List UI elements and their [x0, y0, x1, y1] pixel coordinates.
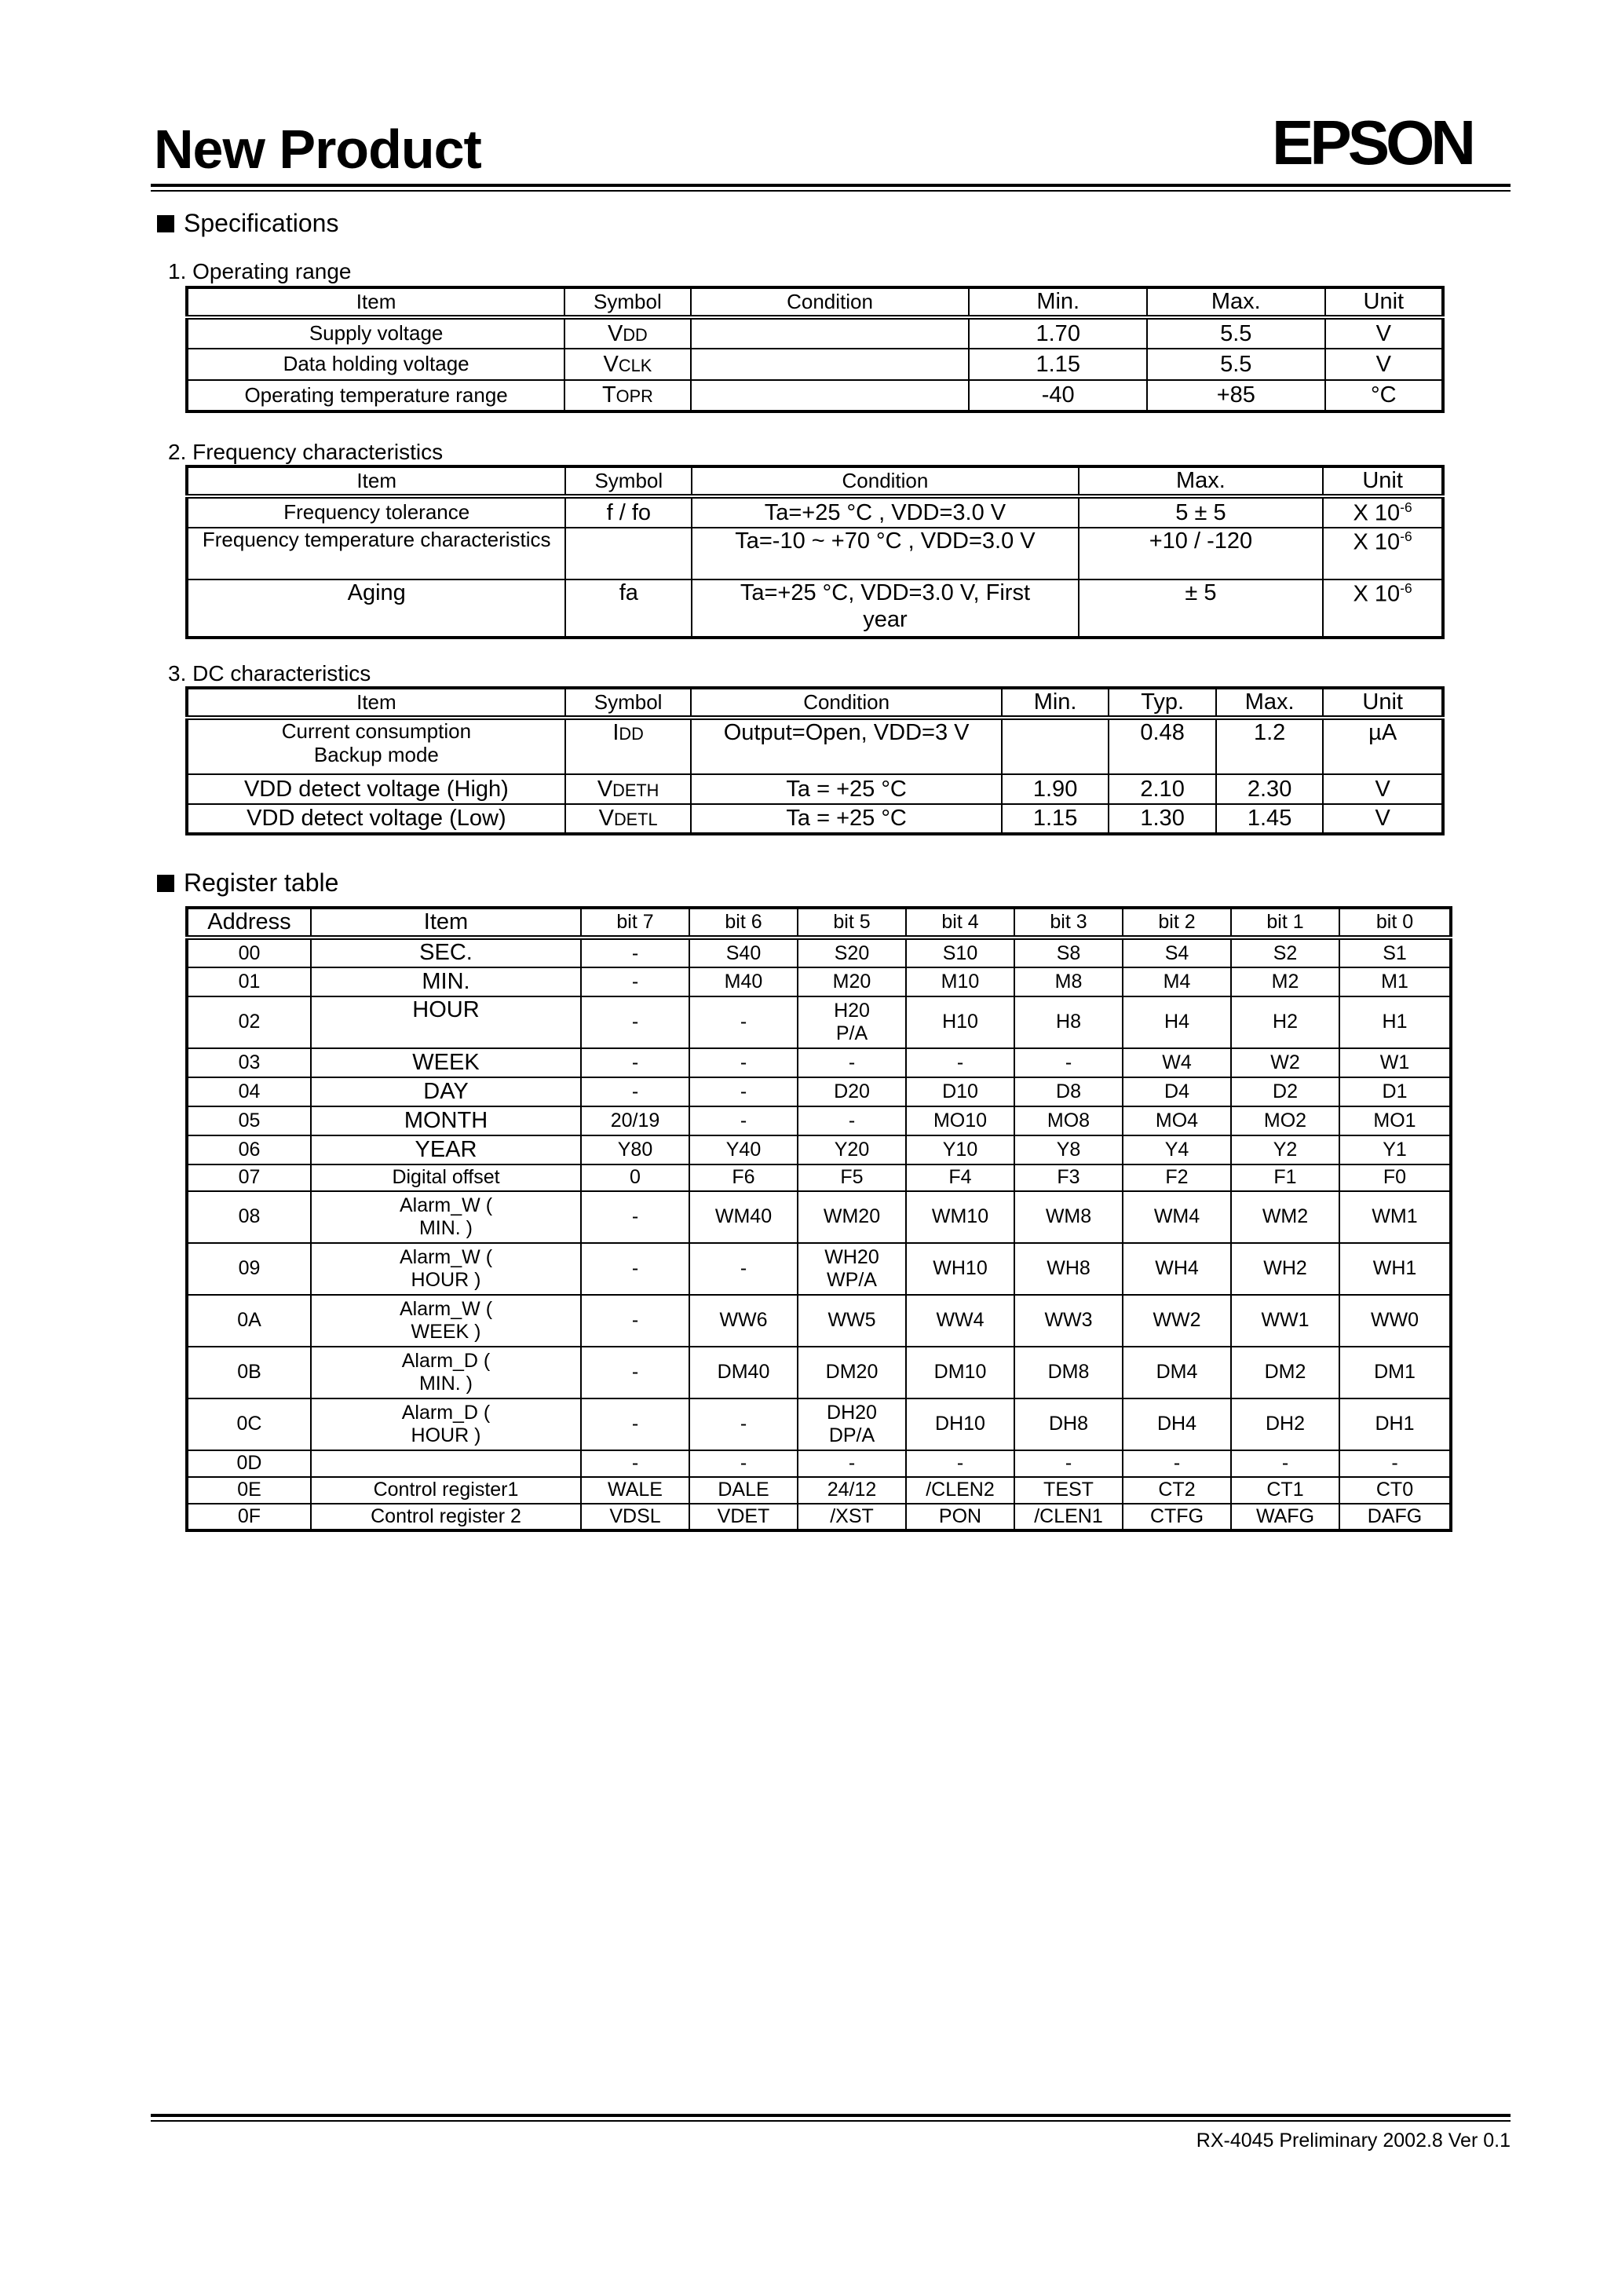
bit-cell: /CLEN2	[906, 1477, 1014, 1504]
table-row	[187, 996, 1451, 1048]
bit-cell: F3	[1014, 1164, 1123, 1191]
bit-cell: -	[798, 1048, 906, 1077]
item-cell	[311, 1450, 581, 1477]
address-cell: 09	[187, 1243, 311, 1295]
bit-cell: Y80	[581, 1135, 689, 1164]
bit-cell: Y8	[1014, 1135, 1123, 1164]
table-cell: 1.90	[1002, 774, 1109, 804]
bit-cell: -	[581, 1191, 689, 1243]
bit-cell: -	[1014, 1450, 1123, 1477]
table-cell: +85	[1147, 380, 1325, 411]
address-cell: 0D	[187, 1450, 311, 1477]
table-row	[187, 1191, 1451, 1243]
bit-cell: -	[798, 1450, 906, 1477]
bit-cell: -	[1231, 1450, 1339, 1477]
bit-cell: Y2	[1231, 1135, 1339, 1164]
bit-cell: DM1	[1339, 1347, 1451, 1398]
bit-cell: D1	[1339, 1077, 1451, 1106]
table-cell: X $10^{-6}$	[1323, 496, 1443, 528]
header-cell: Max.	[1147, 287, 1325, 317]
bit-cell: MO4	[1123, 1106, 1231, 1135]
header-cell: Unit	[1323, 466, 1443, 496]
bit-cell: WW3	[1014, 1295, 1123, 1347]
table-row	[187, 1347, 1451, 1398]
table-cell	[691, 349, 970, 380]
address-cell: 06	[187, 1135, 311, 1164]
bit-cell: Y1	[1339, 1135, 1451, 1164]
header-cell: Condition	[692, 466, 1078, 496]
table-cell: Aging	[187, 579, 565, 638]
bit-cell: M20	[798, 967, 906, 996]
bit-cell: H4	[1123, 996, 1231, 1048]
bit-cell: WM40	[689, 1191, 798, 1243]
table-row	[187, 718, 1443, 774]
square-bullet-icon	[157, 875, 174, 892]
item-cell: DAY	[311, 1077, 581, 1106]
table-cell: 2.30	[1216, 774, 1324, 804]
bit-cell: CTFG	[1123, 1504, 1231, 1530]
bit-cell: D20	[798, 1077, 906, 1106]
table-row	[187, 1077, 1451, 1106]
bit-cell: F5	[798, 1164, 906, 1191]
bit-cell: -	[581, 1077, 689, 1106]
table-cell: 1.30	[1109, 804, 1216, 834]
bit-cell: -	[581, 1048, 689, 1077]
bit-cell: -	[1014, 1048, 1123, 1077]
bit-cell: MO8	[1014, 1106, 1123, 1135]
bit-cell: W2	[1231, 1048, 1339, 1077]
header-rule	[151, 184, 1511, 187]
table-cell	[565, 528, 692, 579]
bit-cell: F6	[689, 1164, 798, 1191]
table-cell: 5.5	[1147, 317, 1325, 349]
table-cell: V	[1325, 317, 1443, 349]
dc-title: 3. DC characteristics	[168, 661, 371, 686]
bit-cell: MO1	[1339, 1106, 1451, 1135]
operating-range-table	[185, 286, 1445, 413]
bit-cell: VDSL	[581, 1504, 689, 1530]
bit-cell: -	[689, 1398, 798, 1450]
header-cell: bit 7	[581, 908, 689, 938]
item-cell: Alarm_W ( WEEK )	[311, 1295, 581, 1347]
bit-cell: S8	[1014, 938, 1123, 967]
bit-cell: DAFG	[1339, 1504, 1451, 1530]
item-cell: MONTH	[311, 1106, 581, 1135]
table-cell: V	[1323, 804, 1443, 834]
bit-cell: WM1	[1339, 1191, 1451, 1243]
table-cell: 2.10	[1109, 774, 1216, 804]
address-cell: 0F	[187, 1504, 311, 1530]
header-cell: Unit	[1323, 688, 1443, 718]
bit-cell: WW1	[1231, 1295, 1339, 1347]
address-cell: 03	[187, 1048, 311, 1077]
table-header-row	[187, 466, 1443, 496]
address-cell: 0A	[187, 1295, 311, 1347]
bit-cell: WW5	[798, 1295, 906, 1347]
bit-cell: 0	[581, 1164, 689, 1191]
bit-cell: H8	[1014, 996, 1123, 1048]
bit-cell: -	[689, 1106, 798, 1135]
bit-cell: /CLEN1	[1014, 1504, 1123, 1530]
bit-cell: D4	[1123, 1077, 1231, 1106]
epson-logo: EPSON	[1272, 108, 1473, 177]
bit-cell: H20 P/A	[798, 996, 906, 1048]
table-cell: V	[1325, 349, 1443, 380]
header-cell: Item	[187, 287, 564, 317]
table-cell: VDETL	[565, 804, 692, 834]
bit-cell: CT1	[1231, 1477, 1339, 1504]
table-row	[187, 349, 1443, 380]
table-cell: VDD detect voltage (High)	[187, 774, 565, 804]
table-cell: TOPR	[564, 380, 690, 411]
item-cell: Control register1	[311, 1477, 581, 1504]
bit-cell: WM8	[1014, 1191, 1123, 1243]
table-cell: IDD	[565, 718, 692, 774]
table-cell: Data holding voltage	[187, 349, 564, 380]
footer-rule	[151, 2114, 1511, 2117]
bit-cell: -	[689, 996, 798, 1048]
table-cell: +10 / -120	[1079, 528, 1324, 579]
table-row	[187, 804, 1443, 834]
header-cell: Max.	[1079, 466, 1324, 496]
bit-cell: CT0	[1339, 1477, 1451, 1504]
table-row	[187, 1295, 1451, 1347]
table-cell: fa	[565, 579, 692, 638]
bit-cell: -	[581, 1295, 689, 1347]
bit-cell: -	[689, 1450, 798, 1477]
bit-cell: 20/19	[581, 1106, 689, 1135]
bit-cell: WM10	[906, 1191, 1014, 1243]
table-cell: X $10^{-6}$	[1323, 579, 1443, 638]
bit-cell: WW4	[906, 1295, 1014, 1347]
header-cell: Item	[187, 466, 565, 496]
bit-cell: /XST	[798, 1504, 906, 1530]
table-cell: °C	[1325, 380, 1443, 411]
bit-cell: MO10	[906, 1106, 1014, 1135]
item-cell: Alarm_W ( MIN. )	[311, 1191, 581, 1243]
address-cell: 0B	[187, 1347, 311, 1398]
table-row	[187, 528, 1443, 579]
item-cell: SEC.	[311, 938, 581, 967]
bit-cell: -	[581, 1450, 689, 1477]
bit-cell: S40	[689, 938, 798, 967]
bit-cell: DH4	[1123, 1398, 1231, 1450]
table-header-row	[187, 688, 1443, 718]
table-row	[187, 938, 1451, 967]
bit-cell: H1	[1339, 996, 1451, 1048]
table-cell: Ta=+25 °C, VDD=3.0 V, First year	[692, 579, 1078, 638]
bit-cell: WH10	[906, 1243, 1014, 1295]
table-row	[187, 1243, 1451, 1295]
bit-cell: DM4	[1123, 1347, 1231, 1398]
item-cell: YEAR	[311, 1135, 581, 1164]
bit-cell: WH8	[1014, 1243, 1123, 1295]
bit-cell: WH20 WP/A	[798, 1243, 906, 1295]
header-cell: Min.	[969, 287, 1147, 317]
bit-cell: -	[906, 1450, 1014, 1477]
address-cell: 04	[187, 1077, 311, 1106]
header-cell: Min.	[1002, 688, 1109, 718]
table-cell: VDD detect voltage (Low)	[187, 804, 565, 834]
bit-cell: -	[689, 1077, 798, 1106]
bit-cell: WW0	[1339, 1295, 1451, 1347]
item-cell: Digital offset	[311, 1164, 581, 1191]
table-cell: Frequency temperature characteristics	[187, 528, 565, 579]
table-cell: Frequency tolerance	[187, 496, 565, 528]
address-cell: 05	[187, 1106, 311, 1135]
footer-rule-thin	[151, 2120, 1511, 2122]
table-cell: Ta=-10 ~ +70 °C , VDD=3.0 V	[692, 528, 1078, 579]
header-cell: bit 4	[906, 908, 1014, 938]
header-cell: bit 3	[1014, 908, 1123, 938]
table-cell	[691, 380, 970, 411]
header-cell: Symbol	[565, 688, 692, 718]
bit-cell: H2	[1231, 996, 1339, 1048]
bit-cell: DH2	[1231, 1398, 1339, 1450]
bit-cell: F0	[1339, 1164, 1451, 1191]
register-table-heading: Register table	[157, 868, 338, 898]
table-cell: 0.48	[1109, 718, 1216, 774]
bit-cell: DM40	[689, 1347, 798, 1398]
table-row	[187, 317, 1443, 349]
address-cell: 0C	[187, 1398, 311, 1450]
table-row	[187, 1450, 1451, 1477]
item-cell: HOUR	[311, 996, 581, 1048]
bit-cell: -	[581, 1347, 689, 1398]
table-row	[187, 496, 1443, 528]
bit-cell: DH8	[1014, 1398, 1123, 1450]
bit-cell: PON	[906, 1504, 1014, 1530]
frequency-title: 2. Frequency characteristics	[168, 440, 444, 464]
bit-cell: VDET	[689, 1504, 798, 1530]
bit-cell: Y20	[798, 1135, 906, 1164]
item-cell: MIN.	[311, 967, 581, 996]
dc-table	[185, 686, 1445, 835]
bit-cell: DM8	[1014, 1347, 1123, 1398]
table-cell: VCLK	[564, 349, 690, 380]
table-cell: 1.70	[969, 317, 1147, 349]
bit-cell: Y10	[906, 1135, 1014, 1164]
table-row	[187, 380, 1443, 411]
bit-cell: -	[581, 967, 689, 996]
item-cell: Alarm_W ( HOUR )	[311, 1243, 581, 1295]
bit-cell: S4	[1123, 938, 1231, 967]
bit-cell: F1	[1231, 1164, 1339, 1191]
address-cell: 0E	[187, 1477, 311, 1504]
header-cell: Address	[187, 908, 311, 938]
bit-cell: -	[798, 1106, 906, 1135]
table-row	[187, 1106, 1451, 1135]
bit-cell: WW6	[689, 1295, 798, 1347]
bit-cell: M4	[1123, 967, 1231, 996]
bit-cell: D2	[1231, 1077, 1339, 1106]
bit-cell: S20	[798, 938, 906, 967]
bit-cell: -	[689, 1243, 798, 1295]
bit-cell: WH2	[1231, 1243, 1339, 1295]
address-cell: 08	[187, 1191, 311, 1243]
bit-cell: WW2	[1123, 1295, 1231, 1347]
item-cell: Alarm_D ( HOUR )	[311, 1398, 581, 1450]
bit-cell: DM2	[1231, 1347, 1339, 1398]
header-cell: Item	[187, 688, 565, 718]
table-row	[187, 1135, 1451, 1164]
bit-cell: WM20	[798, 1191, 906, 1243]
table-row	[187, 774, 1443, 804]
bit-cell: -	[906, 1048, 1014, 1077]
address-cell: 01	[187, 967, 311, 996]
table-cell: VDD	[564, 317, 690, 349]
table-cell: 1.15	[969, 349, 1147, 380]
bit-cell: S10	[906, 938, 1014, 967]
header-cell: bit 2	[1123, 908, 1231, 938]
header-cell: bit 1	[1231, 908, 1339, 938]
bit-cell: D8	[1014, 1077, 1123, 1106]
operating-range-title: 1. Operating range	[168, 259, 352, 283]
header-cell: Typ.	[1109, 688, 1216, 718]
header-cell: Symbol	[565, 466, 692, 496]
table-cell: 1.15	[1002, 804, 1109, 834]
header-rule-thin	[151, 190, 1511, 192]
item-cell: Alarm_D ( MIN. )	[311, 1347, 581, 1398]
bit-cell: S2	[1231, 938, 1339, 967]
bit-cell: -	[1123, 1450, 1231, 1477]
bit-cell: M2	[1231, 967, 1339, 996]
bit-cell: DH10	[906, 1398, 1014, 1450]
header-cell: Unit	[1325, 287, 1443, 317]
specifications-heading: Specifications	[157, 209, 338, 238]
table-row	[187, 1477, 1451, 1504]
table-cell: 1.2	[1216, 718, 1324, 774]
bit-cell: Y40	[689, 1135, 798, 1164]
table-header-row	[187, 287, 1443, 317]
bit-cell: DM10	[906, 1347, 1014, 1398]
bit-cell: W1	[1339, 1048, 1451, 1077]
header-cell: Condition	[691, 287, 970, 317]
table-cell: ± 5	[1079, 579, 1324, 638]
header-cell: Condition	[691, 688, 1001, 718]
address-cell: 02	[187, 996, 311, 1048]
bit-cell: DH1	[1339, 1398, 1451, 1450]
address-cell: 00	[187, 938, 311, 967]
table-row	[187, 1504, 1451, 1530]
bit-cell: M8	[1014, 967, 1123, 996]
table-cell: Operating temperature range	[187, 380, 564, 411]
table-row	[187, 1048, 1451, 1077]
table-cell: Supply voltage	[187, 317, 564, 349]
bit-cell: 24/12	[798, 1477, 906, 1504]
bit-cell: WALE	[581, 1477, 689, 1504]
header-cell: Symbol	[564, 287, 690, 317]
bit-cell: DH20 DP/A	[798, 1398, 906, 1450]
bit-cell: W4	[1123, 1048, 1231, 1077]
bit-cell: MO2	[1231, 1106, 1339, 1135]
bit-cell: WM4	[1123, 1191, 1231, 1243]
table-cell: 5.5	[1147, 349, 1325, 380]
table-cell: Ta = +25 °C	[691, 774, 1001, 804]
bit-cell: Y4	[1123, 1135, 1231, 1164]
table-cell: VDETH	[565, 774, 692, 804]
item-cell: WEEK	[311, 1048, 581, 1077]
table-cell: Ta = +25 °C	[691, 804, 1001, 834]
item-cell: Control register 2	[311, 1504, 581, 1530]
bit-cell: -	[1339, 1450, 1451, 1477]
table-cell: Current consumption Backup mode	[187, 718, 565, 774]
header-cell: bit 0	[1339, 908, 1451, 938]
bit-cell: WAFG	[1231, 1504, 1339, 1530]
table-row	[187, 579, 1443, 638]
header-cell: bit 6	[689, 908, 798, 938]
bit-cell: S1	[1339, 938, 1451, 967]
table-cell: Output=Open, VDD=3 V	[691, 718, 1001, 774]
table-cell: X $10^{-6}$	[1323, 528, 1443, 579]
register-table	[185, 906, 1452, 1532]
footer-text: RX-4045 Preliminary 2002.8 Ver 0.1	[1196, 2130, 1511, 2152]
table-cell	[1002, 718, 1109, 774]
bit-cell: H10	[906, 996, 1014, 1048]
table-header-row	[187, 908, 1451, 938]
table-row	[187, 1164, 1451, 1191]
bit-cell: M40	[689, 967, 798, 996]
table-cell: 1.45	[1216, 804, 1324, 834]
bit-cell: -	[581, 1243, 689, 1295]
bit-cell: M10	[906, 967, 1014, 996]
bit-cell: -	[581, 1398, 689, 1450]
table-row	[187, 1398, 1451, 1450]
table-cell: f / fo	[565, 496, 692, 528]
bit-cell: -	[689, 1048, 798, 1077]
square-bullet-icon	[157, 215, 174, 232]
bit-cell: WH4	[1123, 1243, 1231, 1295]
page-title: New Product	[154, 119, 481, 180]
table-cell: Ta=+25 °C , VDD=3.0 V	[692, 496, 1078, 528]
table-cell: -40	[969, 380, 1147, 411]
table-cell	[691, 317, 970, 349]
bit-cell: M1	[1339, 967, 1451, 996]
header-cell: Max.	[1216, 688, 1324, 718]
frequency-table	[185, 465, 1445, 639]
table-cell: 5 ± 5	[1079, 496, 1324, 528]
bit-cell: TEST	[1014, 1477, 1123, 1504]
address-cell: 07	[187, 1164, 311, 1191]
bit-cell: F2	[1123, 1164, 1231, 1191]
bit-cell: DALE	[689, 1477, 798, 1504]
bit-cell: -	[581, 938, 689, 967]
bit-cell: DM20	[798, 1347, 906, 1398]
table-cell: V	[1323, 774, 1443, 804]
table-row	[187, 967, 1451, 996]
header-cell: bit 5	[798, 908, 906, 938]
table-cell: µA	[1323, 718, 1443, 774]
bit-cell: WM2	[1231, 1191, 1339, 1243]
bit-cell: CT2	[1123, 1477, 1231, 1504]
bit-cell: F4	[906, 1164, 1014, 1191]
bit-cell: D10	[906, 1077, 1014, 1106]
bit-cell: WH1	[1339, 1243, 1451, 1295]
bit-cell: -	[581, 996, 689, 1048]
header-cell: Item	[311, 908, 581, 938]
